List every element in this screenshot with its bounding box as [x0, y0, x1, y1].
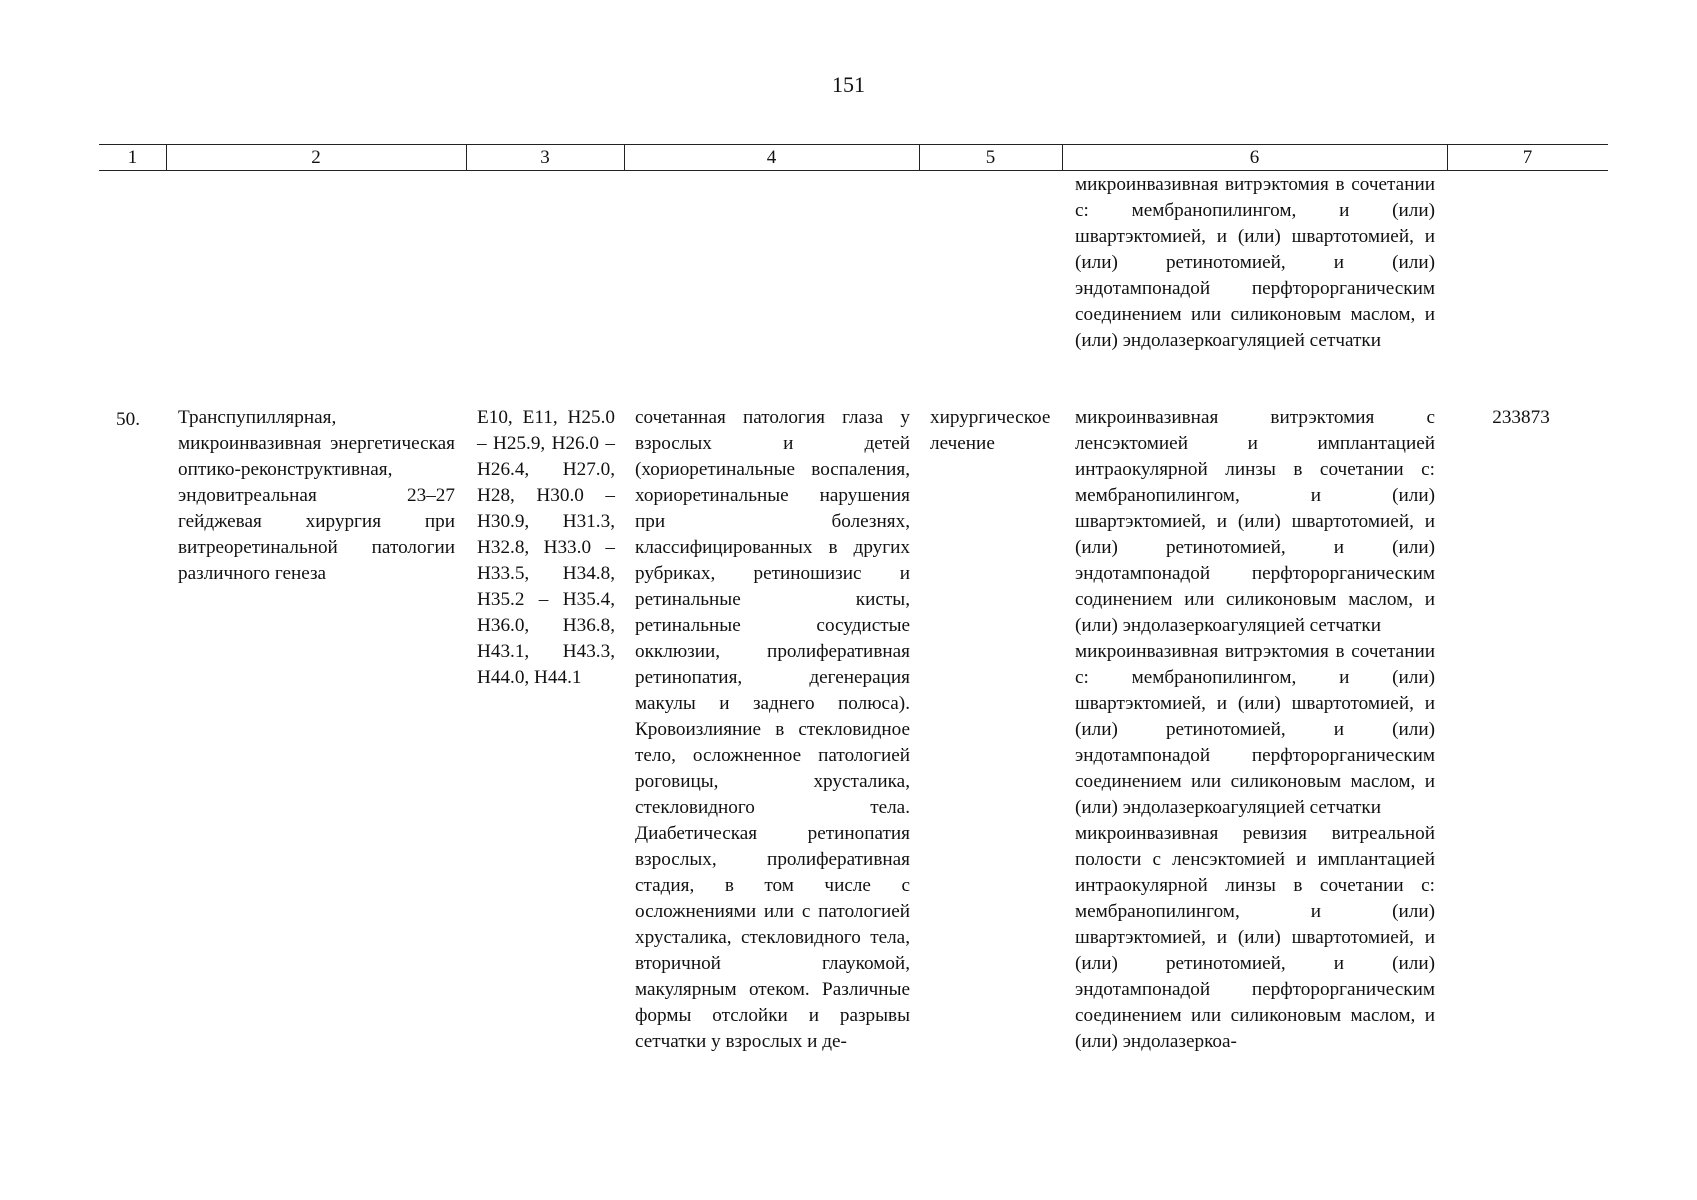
- column-header-7: 7: [1522, 147, 1533, 168]
- continued-method-text: микроинвазивная витрэктомия в сочетании с: мембранопилингом, и (или) швартэктомией, и (или) швартотомией, и (или) ретинотомией, и (или) эндотампонадой перфторорганическим соединением или силиконовым маслом, и (или) эндолазеркоагуляцией сетчатки: [1075, 174, 1435, 351]
- page-number: 151: [832, 72, 865, 97]
- column-header-1: 1: [127, 147, 138, 168]
- column-header-6: 6: [1249, 147, 1260, 168]
- row-number: 50.: [116, 409, 140, 430]
- treatment-type: хирургическое лечение: [930, 407, 1051, 454]
- treatment-method: микроинвазивная витрэктомия с ленсэктомией и имплантацией интраокулярной линзы в сочетании с: мембранопилингом, и (или) швартэктомией, и (или) швартотомией, и (или) ретинотомией, и (или) эндотампонадой перфторорганическим содинением или силиконовым маслом, и (или) эндолазеркоагуляцией сетчатки: [1075, 407, 1435, 636]
- technology-name: Транспупиллярная, микроинвазивная энергетическая оптико-реконструктивная, эндовитреальная 23–27 гейджевая хирургия при витреоретинальной патологии различного генеза: [178, 407, 455, 584]
- disease-model: сочетанная патология глаза у взрослых и детей (хориоретинальные воспаления, хориоретинальные нарушения при болезнях, классифицированных в других рубриках, ретиношизис и ретинальные кисты, ретинальные сосудистые окклюзии, пролиферативная ретинопатия, дегенерация макулы и заднего полюса). Кровоизлияние в стекловидное тело, осложненное патологией роговицы, хрусталика, стекловидного тела. Диабетическая ретинопатия взрослых, пролиферативная стадия, в том числе с осложнениями или с патологией хрусталика, стекловидного тела, вторичной глаукомой, макулярным отеком. Различные формы отслойки и разрывы сетчатки у взрослых и де-: [635, 407, 910, 1052]
- treatment-methods: [1075, 405, 1435, 1055]
- treatment-method: микроинвазивная ревизия витреальной полости с ленсэктомией и имплантацией интраокулярной линзы в сочетании с: мембранопилингом, и (или) швартэктомией, и (или) швартотомией, и (или) ретинотомией, и (или) эндотампонадой перфторорганическим соединением или силиконовым маслом, и (или) эндолазеркоа-: [1075, 823, 1435, 1052]
- table-header-row: [99, 144, 1608, 171]
- column-header-3: 3: [540, 147, 550, 168]
- icd-codes: E10, E11, H25.0 – H25.9, H26.0 – H26.4, H27.0, H28, H30.0 – H30.9, H31.3, H32.8, H33.0 – H33.5, H34.8, H35.2 – H35.4, H36.0, H36.8, H43.1, H43.3, H44.0, H44.1: [477, 407, 615, 688]
- column-header-4: 4: [766, 147, 777, 168]
- column-header-2: 2: [311, 147, 321, 168]
- cost-value: 233873: [1492, 407, 1550, 428]
- treatment-method: микроинвазивная витрэктомия в сочетании с: мембранопилингом, и (или) швартэктомией, и (или) швартотомией, и (или) ретинотомией, и (или) эндотампонадой перфторорганическим соединением или силиконовым маслом, и (или) эндолазеркоагуляцией сетчатки: [1075, 641, 1435, 818]
- column-header-5: 5: [985, 147, 996, 168]
